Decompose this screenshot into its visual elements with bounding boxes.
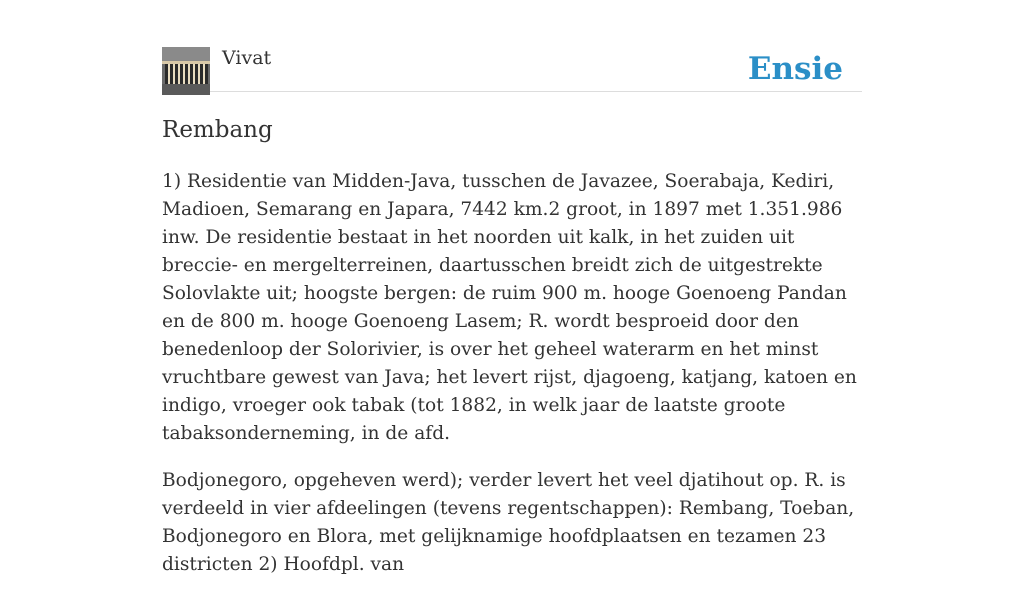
brand-logo[interactable]: Ensie [747,51,843,87]
main-container [162,0,862,575]
avatar-image [162,47,210,95]
paragraph: 1) Residentie van Midden-Java, tusschen de Javazee, Soerabaja, Kediri, Madioen, Semarang en Japara, 7442 km.2 groot, in 1897 met 1.351.986 inw. De residentie bestaat in het noorden uit kalk, in het zuiden uit breccie- en mergelterreinen, daartusschen breidt zich de uitgestrekte Solovlakte uit; hoogste bergen: de ruim 900 m. hooge Goenoeng Pandan en de 800 m. hooge Goenoeng Lasem; R. wordt besproeid door den benedenloop der Solorivier, is over het geheel waterarm en het minst vruchtbare gewest van Java; het levert rijst, djagoeng, katjang, katoen en indigo, vroeger ook tabak (tot 1882, in welk jaar de laatste groote tabaksonderneming, in de afd. [162,171,857,444]
avatar[interactable] [162,47,210,95]
article-body [162,168,867,598]
header [162,0,862,92]
page-title: Rembang [162,117,273,143]
username[interactable]: Vivat [222,47,272,69]
paragraph: Bodjonegoro, opgeheven werd); verder levert het veel djatihout op. R. is verdeeld in vier afdeelingen (tevens regentschappen): Rembang, Toeban, Bodjonegoro en Blora, met gelijknamige hoofdplaatsen en tezamen 23 districten 2) Hoofdpl. van [162,470,855,575]
